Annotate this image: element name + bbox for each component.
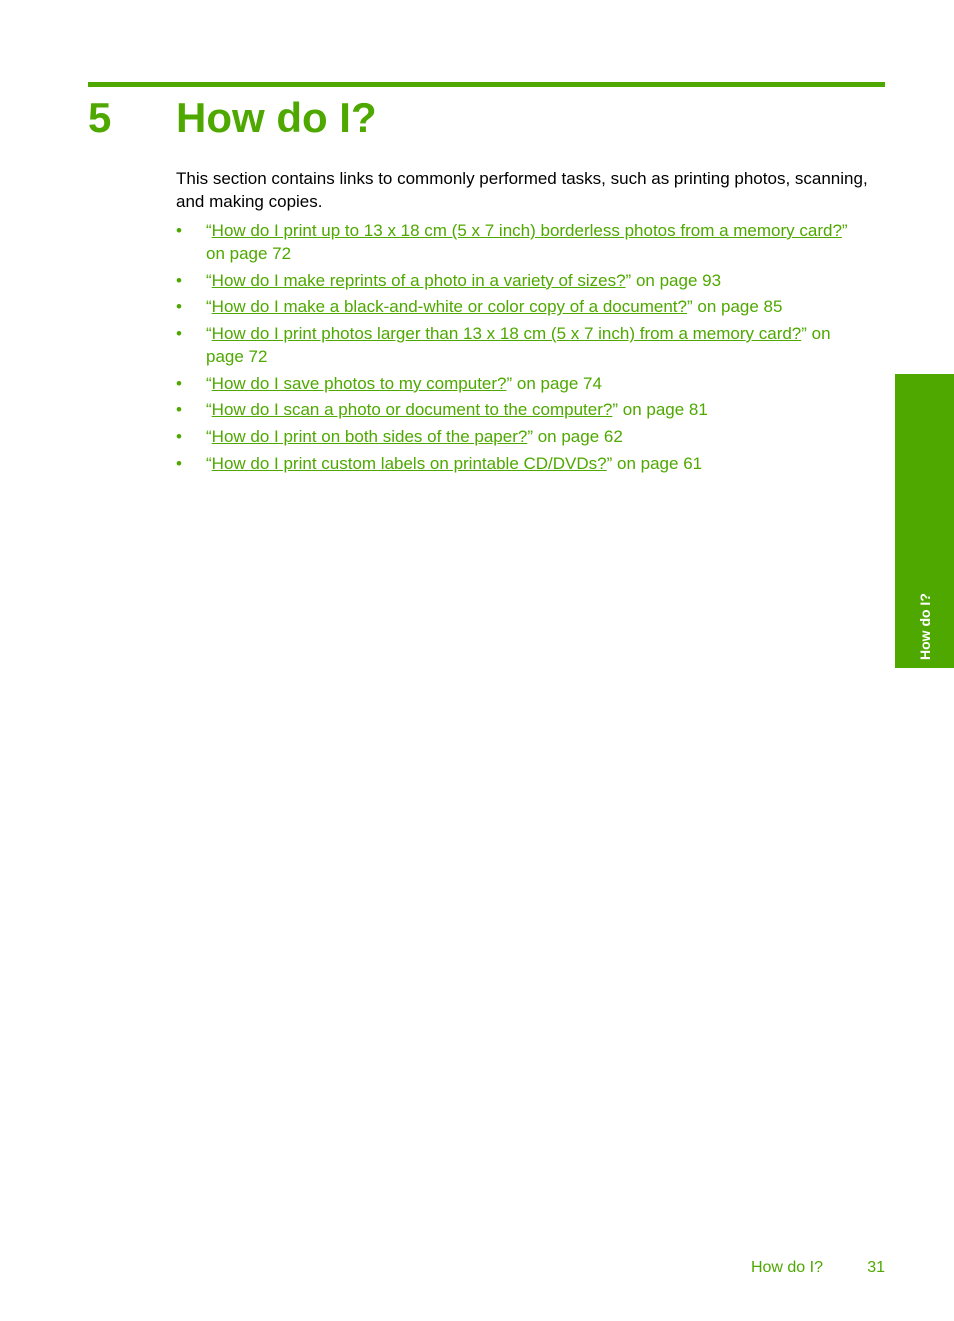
chapter-title: How do I? bbox=[176, 94, 377, 141]
task-link[interactable]: How do I make a black-and-white or color copy of a document? bbox=[211, 297, 687, 317]
page-reference: on page 62 bbox=[533, 427, 623, 447]
page-reference: on page 81 bbox=[618, 400, 708, 420]
footer-page-number: 31 bbox=[867, 1259, 885, 1276]
footer-section-title: How do I? bbox=[750, 1259, 823, 1276]
page-reference: on page 85 bbox=[692, 297, 783, 317]
task-link[interactable]: How do I print custom labels on printable CD/DVDs? bbox=[211, 453, 607, 473]
task-link[interactable]: How do I print photos larger than 13 x 18 cm (5 x 7 inch) from a memory card? bbox=[211, 324, 802, 344]
task-link[interactable]: How do I print on both sides of the paper? bbox=[211, 427, 528, 447]
list-item: • “How do I print custom labels on printable CD/DVDs?” on page 61 bbox=[176, 453, 703, 473]
page-reference: on page 72 bbox=[206, 324, 831, 367]
list-item: • “How do I make reprints of a photo in a variety of sizes?” on page 93 bbox=[176, 270, 722, 290]
bullet: • bbox=[176, 221, 182, 240]
list-item: • “How do I make a black-and-white or color copy of a document?” on page 85 bbox=[176, 297, 783, 317]
task-link[interactable]: How do I scan a photo or document to the computer? bbox=[211, 400, 613, 420]
task-link-list bbox=[176, 219, 866, 479]
bullet: • bbox=[176, 453, 182, 473]
intro-paragraph: This section contains links to commonly performed tasks, such as printing photos, scanning, and making copies. bbox=[176, 169, 868, 211]
list-item: • “How do I scan a photo or document to the computer?” on page 81 bbox=[176, 400, 708, 420]
bullet: • bbox=[176, 297, 182, 317]
bullet: • bbox=[176, 324, 182, 344]
task-link[interactable]: How do I save photos to my computer? bbox=[211, 373, 507, 393]
page-reference: on page 61 bbox=[612, 453, 703, 473]
task-link[interactable]: How do I print up to 13 x 18 cm (5 x 7 inch) borderless photos from a memory card? bbox=[211, 221, 842, 240]
side-tab-label: How do I? bbox=[917, 593, 933, 660]
page-reference: on page 72 bbox=[206, 244, 292, 263]
page-reference: on page 93 bbox=[631, 270, 722, 290]
chapter-side-tab bbox=[895, 374, 954, 668]
list-item: • “How do I save photos to my computer?” on page 74 bbox=[176, 373, 602, 393]
chapter-number: 5 bbox=[88, 94, 112, 141]
bullet: • bbox=[176, 400, 182, 420]
bullet: • bbox=[176, 427, 182, 447]
page-reference: on page 74 bbox=[512, 373, 602, 393]
list-item: • “How do I print photos larger than 13 x 18 cm (5 x 7 inch) from a memory card?” on page 72 bbox=[176, 324, 831, 367]
bullet: • bbox=[176, 270, 182, 290]
page-footer bbox=[700, 1257, 885, 1279]
chapter-heading bbox=[88, 92, 377, 148]
list-item: • “How do I print up to 13 x 18 cm (5 x 7 inch) borderless photos from a memory card?” on page 72 bbox=[176, 221, 848, 263]
chapter-top-rule bbox=[88, 82, 885, 87]
list-item: • “How do I print on both sides of the paper?” on page 62 bbox=[176, 427, 623, 447]
bullet: • bbox=[176, 373, 182, 393]
task-link[interactable]: How do I make reprints of a photo in a variety of sizes? bbox=[211, 270, 626, 290]
